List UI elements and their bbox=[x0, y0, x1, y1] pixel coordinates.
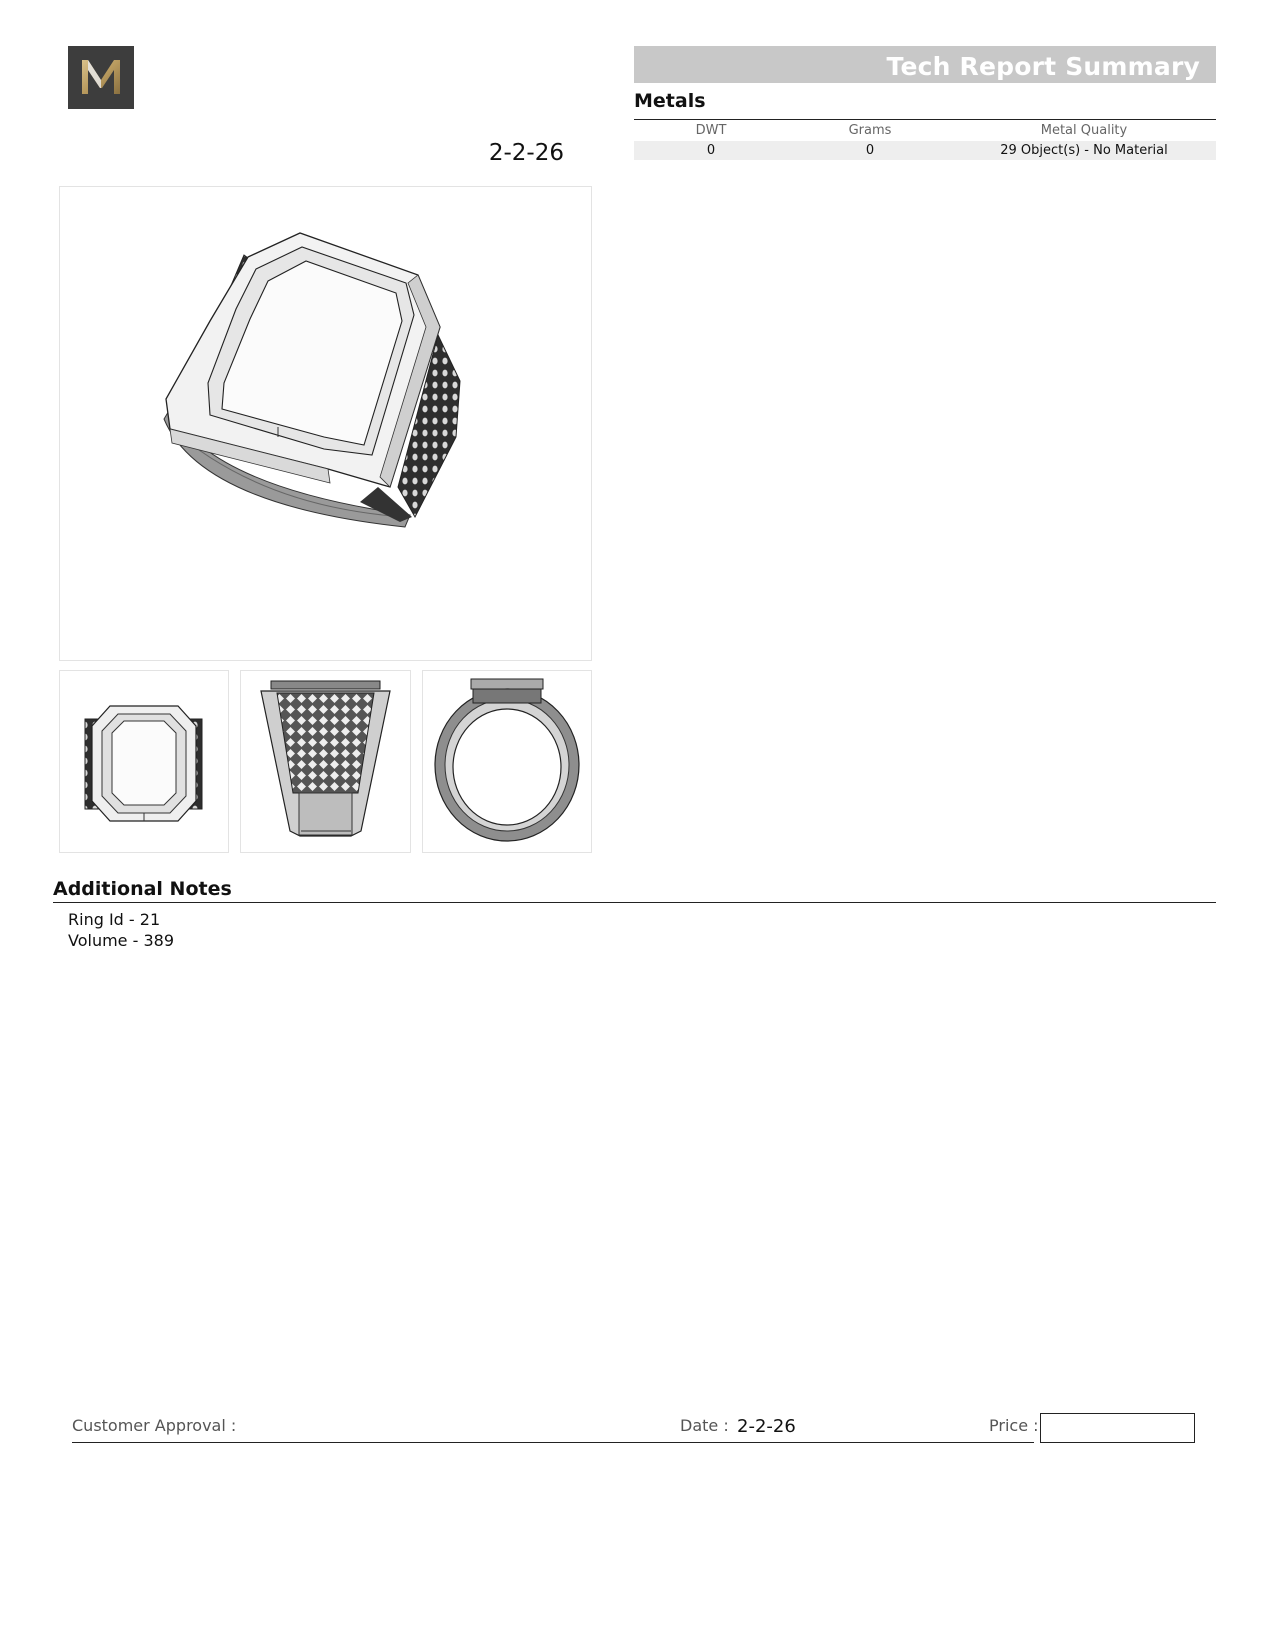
report-date: 2-2-26 bbox=[488, 140, 564, 166]
divider bbox=[53, 902, 1216, 903]
notes-heading: Additional Notes bbox=[53, 878, 232, 900]
column-header-metal-quality: Metal Quality bbox=[1040, 123, 1128, 138]
note-volume: Volume - 389 bbox=[68, 931, 174, 950]
ring-perspective-view bbox=[59, 186, 592, 661]
note-ring-id: Ring Id - 21 bbox=[68, 910, 161, 929]
ring-front-view bbox=[422, 670, 592, 853]
column-header-dwt: DWT bbox=[695, 123, 727, 138]
divider bbox=[634, 119, 1216, 120]
cell-metal-quality: 29 Object(s) - No Material bbox=[1000, 143, 1168, 158]
logo-m-icon bbox=[68, 46, 134, 109]
ring-top-view bbox=[59, 670, 229, 853]
cell-grams: 0 bbox=[865, 143, 875, 158]
report-title: Tech Report Summary bbox=[886, 52, 1200, 81]
brand-logo bbox=[68, 46, 134, 109]
date-value: 2-2-26 bbox=[737, 1416, 796, 1437]
customer-approval-label: Customer Approval : bbox=[72, 1416, 237, 1435]
column-header-grams: Grams bbox=[848, 123, 892, 138]
metals-heading: Metals bbox=[634, 90, 706, 112]
ring-side-view bbox=[240, 670, 411, 853]
date-label: Date : bbox=[680, 1416, 729, 1435]
signature-line bbox=[72, 1442, 1034, 1443]
price-field[interactable] bbox=[1040, 1413, 1195, 1443]
price-label: Price : bbox=[989, 1416, 1039, 1435]
title-bar bbox=[634, 46, 1216, 83]
cell-dwt: 0 bbox=[706, 143, 716, 158]
